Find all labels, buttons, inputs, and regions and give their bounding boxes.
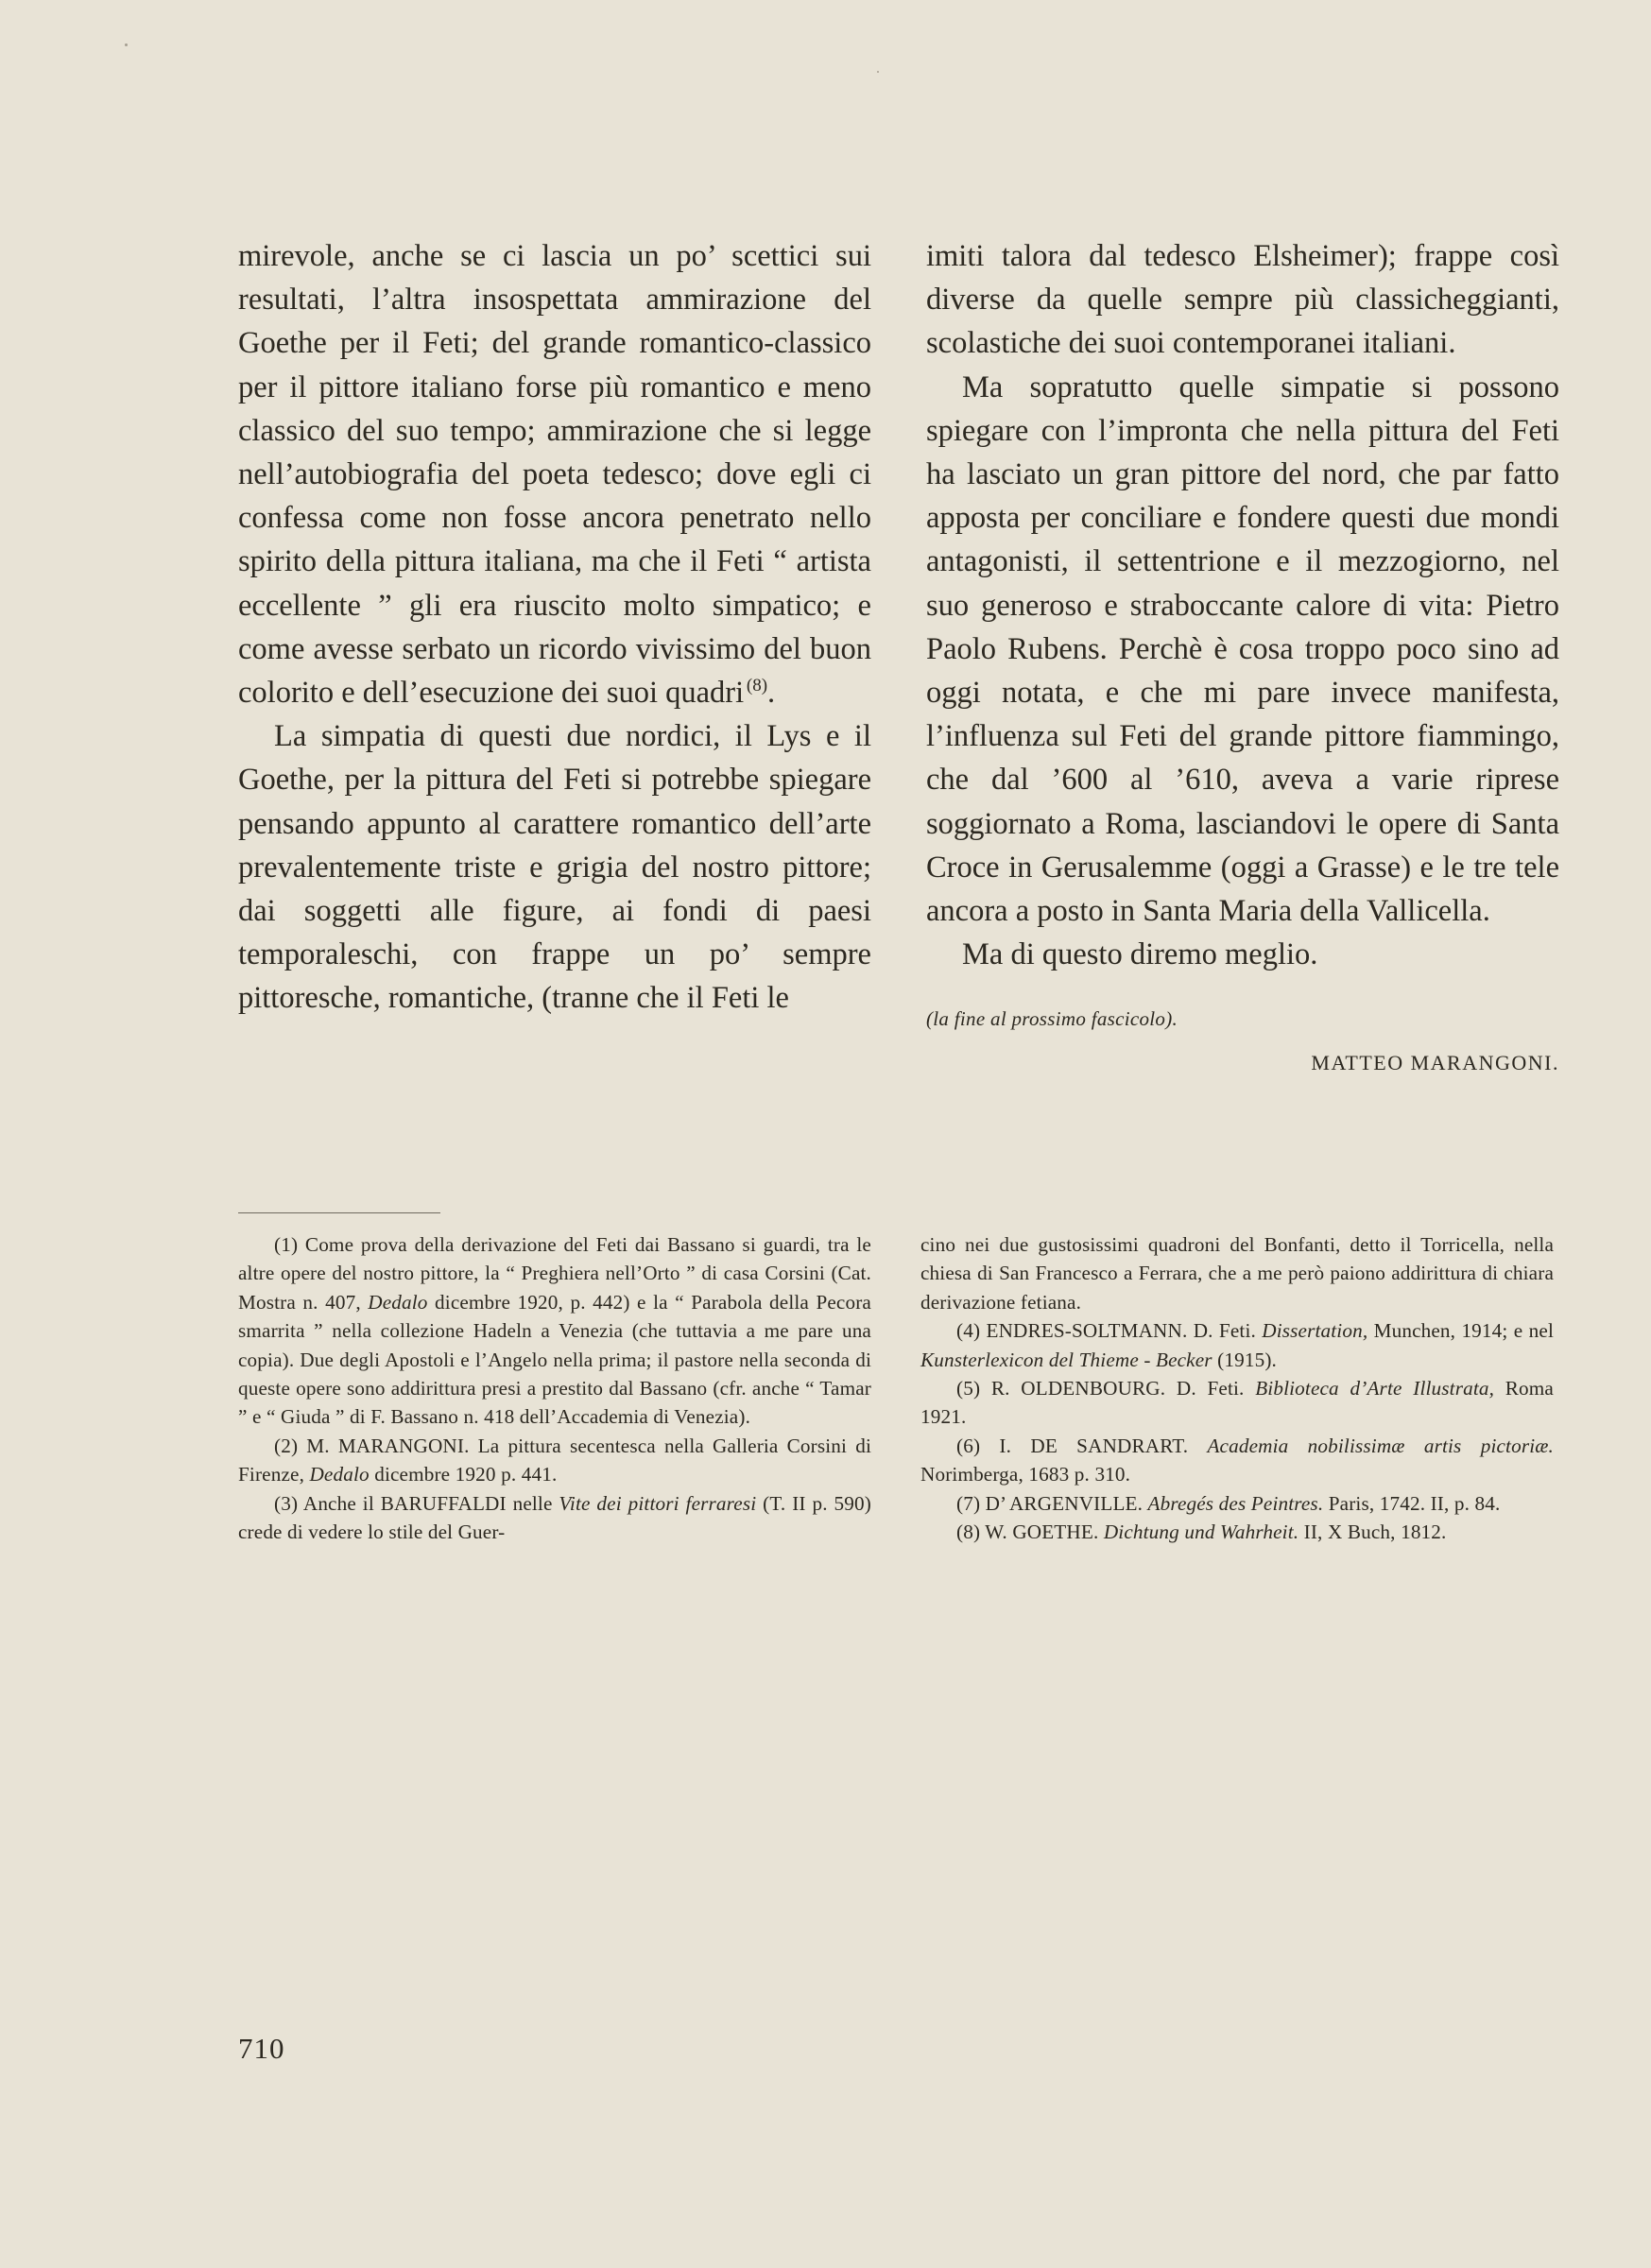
paragraph-text: mirevole, anche se ci lascia un po’ scettici sui resultati, l’altra insospettata ammirazione del Goethe per il Feti; del grande romantico-classico per il pittore italiano forse più romantico e meno classico del suo tempo; ammirazione che si legge nell’autobiografia del poeta tedesco; dove egli ci confessa come non fosse ancora penetrato nello spirito della pittura italiana, ma che il Feti “ artista eccellente ” gli era riuscito molto simpatico; e come avesse serbato un ricordo vivissimo del buon colorito e dell’esecuzione dei suoi quadri [238,239,871,711]
book-title: Dichtung und Wahrheit. [1103,1521,1299,1544]
footnote-text: (7) D’ ARGENVILLE. [956,1491,1148,1515]
footnote-text: (T. II p. 590) crede di vedere lo stile del Guer- [238,1491,871,1544]
footnote-4 [920,1316,1554,1374]
footnote-text: (5) R. OLDENBOURG. D. Feti. [956,1377,1256,1400]
paragraph-nordic-sympathy: La simpatia di questi due nordici, il Lys e il Goethe, per la pittura del Feti si potrebbe spiegare pensando appunto al carattere romantico dell’arte prevalentemente triste e grigia del nostro pittore; dai soggetti alle figure, ai fondi di paesi temporaleschi, con frappe un po’ sempre pittoresche, romantiche, (tranne che il Feti le [238,719,871,1016]
book-title: Biblioteca d’Arte Illustrata, [1255,1377,1495,1400]
author-signature: MATTEO MARANGONI. [1311,1050,1559,1074]
journal-title: Dedalo [368,1290,428,1314]
paragraph-rubens-influence: Ma sopratutto quelle simpatie si possono spiegare con l’impronta che nella pittura del Feti ha lasciato un gran pittore del nord, che par fatto apposta per conciliare e fondere questi due mondi antagonisti, il settentrione e il mezzogiorno, nel suo generoso e straboccante calore di vita: Pietro Paolo Rubens. Perchè è cosa troppo poco sino ad oggi notata, e che mi pare invece manifesta, l’influenza sul Feti del grande pittore fiammingo, che dal ’600 al ’610, aveva a varie riprese soggiornato a Roma, lasciandovi le opere di Santa Croce in Gerusalemme (oggi a Grasse) e le tre tele ancora a posto in Santa Maria della Vallicella. [926,369,1559,929]
footnote-reference-8: (8) [746,676,768,696]
footnote-text: Paris, 1742. II, p. 84. [1323,1491,1501,1515]
footnote-6 [920,1432,1554,1489]
footnote-text: (1) Come prova della derivazione del Feti dai Bassano si guardi, tra le altre opere del nostro pittore, la “ Preghiera nell’Orto ” di casa Corsini (Cat. Mostra n. 407, [238,1233,871,1314]
footnote-3-continued: cino nei due gustosissimi quadroni del Bonfanti, detto il Torricella, nella chiesa di San Francesco a Ferrara, che a me però paiono addirittura di chiara derivazione fetiana. [920,1233,1554,1314]
paragraph-closing: Ma di questo diremo meglio. [962,937,1318,972]
footnote-text: (8) W. GOETHE. [956,1521,1104,1544]
footnote-text: Norimberga, 1683 p. 310. [920,1463,1131,1486]
sentence-period: . [767,676,776,711]
footnote-text: dicembre 1920, p. 442) e la “ Parabola della Pecora smarrita ” nella collezione Hadeln a Venezia (che tuttavia a me pare una copia). Due degli Apostoli e l’Angelo nella prima; il pastore nella seconda di queste opere sono addirittura presi a prestito dal Bassano (cfr. anche “ Tamar ” e “ Giuda ” di F. Bassano n. 418 dell’Accademia di Venezia). [238,1290,871,1429]
footnote-text: (3) Anche il BARUFFALDI nelle [274,1491,559,1515]
footnote-2 [238,1432,871,1489]
footnote-text: (6) I. DE SANDRART. [956,1434,1208,1457]
footnote-7 [920,1489,1554,1518]
footnote-text: Munchen, 1914; e nel [1367,1319,1554,1343]
page-number: 710 [238,2032,285,2065]
footnote-text: (1915). [1212,1348,1277,1371]
footnotes-left-column [238,1230,871,1546]
book-title: Vite dei pittori ferraresi [559,1491,757,1515]
continuation-note: (la fine al prossimo fascicolo). [926,1007,1178,1031]
book-title: Abregés des Peintres. [1147,1491,1324,1515]
paper-speck [877,71,879,73]
left-text-column [238,234,871,1021]
footnote-text: II, X Buch, 1812. [1298,1521,1447,1544]
book-title: Dissertation, [1262,1319,1368,1343]
right-text-column [926,234,1559,1075]
footnote-text: (2) M. MARANGONI. La pittura secentesca nella Galleria Corsini di Firenze, [238,1434,871,1486]
footnotes-right-column [920,1230,1554,1546]
journal-title: Dedalo [309,1463,370,1486]
footnote-divider [238,1212,440,1213]
footnote-text: Roma 1921. [920,1377,1554,1429]
footnote-1 [238,1230,871,1432]
footnote-5 [920,1374,1554,1432]
footnote-3 [238,1489,871,1547]
footnote-text: (4) ENDRES-SOLTMANN. D. Feti. [956,1319,1263,1343]
book-title: Kunsterlexicon del Thieme - Becker [920,1348,1212,1371]
paragraph-goethe-admiration [238,234,871,714]
paper-speck [125,43,128,46]
footnote-8 [920,1518,1554,1546]
paragraph-elsheimer: imiti talora dal tedesco Elsheimer); frappe così diverse da quelle sempre più classicheggianti, scolastiche dei suoi contemporanei italiani. [926,239,1559,361]
footnote-text: dicembre 1920 p. 441. [369,1463,558,1486]
book-title: Academia nobilissimæ artis pictoriæ. [1207,1434,1554,1457]
